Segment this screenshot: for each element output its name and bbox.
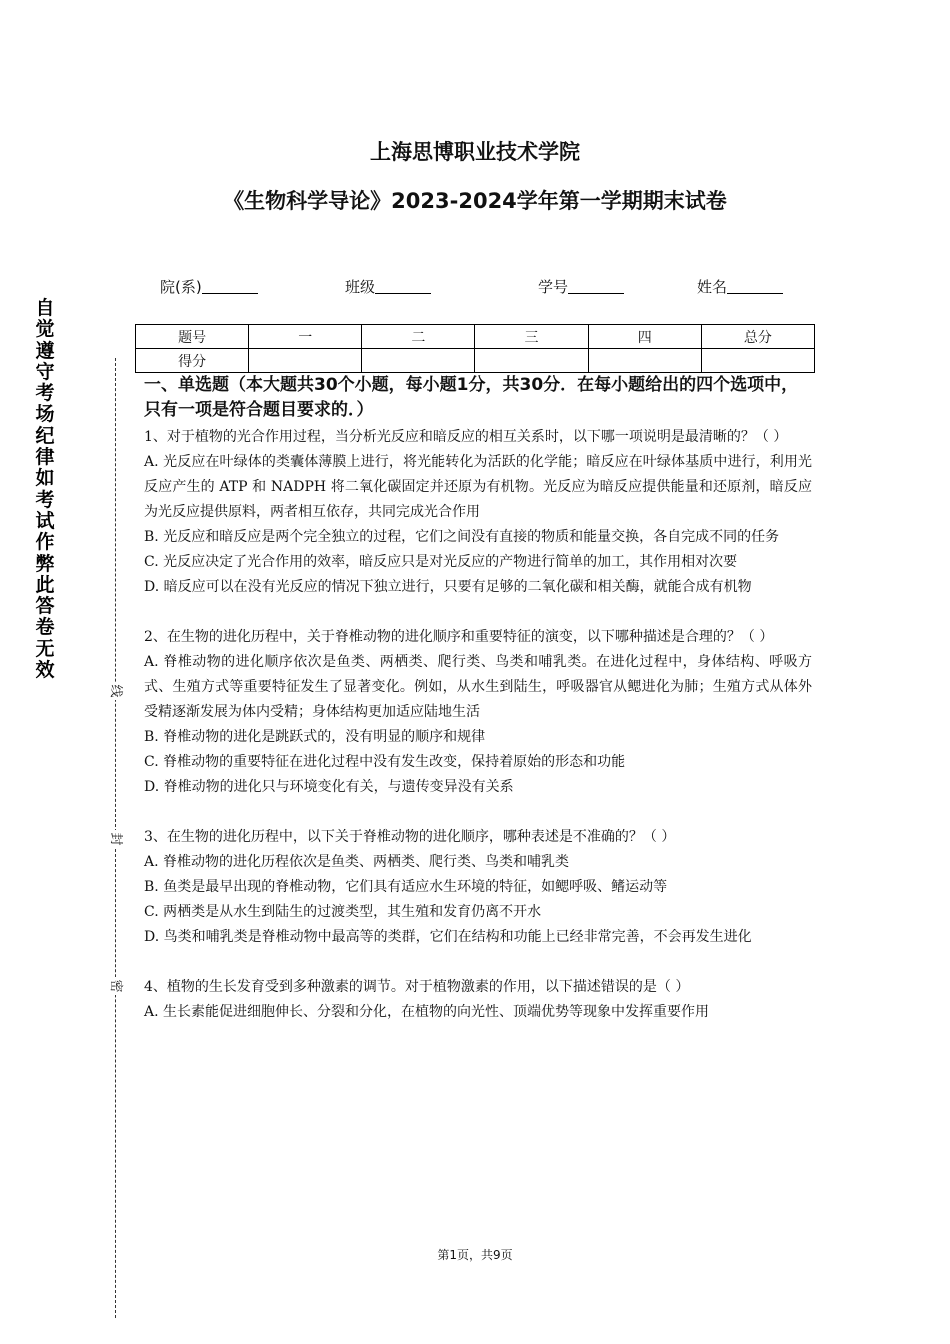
score-header-cell: 二: [362, 325, 475, 349]
student-id-label: 学号: [538, 278, 569, 296]
score-cell[interactable]: [588, 349, 701, 373]
department-field[interactable]: [160, 276, 258, 297]
student-id-blank[interactable]: [568, 277, 624, 294]
student-id-field[interactable]: [538, 276, 624, 297]
option-c: C. 光反应决定了光合作用的效率，暗反应只是对光反应的产物进行简单的加工，其作用相对次要: [144, 554, 738, 570]
student-info-row: [0, 276, 950, 300]
score-header-cell: 四: [588, 325, 701, 349]
department-label: 院(系): [160, 278, 202, 296]
option-c: C. 两栖类是从水生到陆生的过渡类型，其生殖和发育仍离不开水: [144, 904, 542, 920]
option-d: D. 脊椎动物的进化只与环境变化有关，与遗传变异没有关系: [144, 779, 514, 795]
score-cell[interactable]: [475, 349, 588, 373]
section-heading: 一、单选题（本大题共30个小题，每小题1分，共30分．在每小题给出的四个选项中，只有一项是符合题目要求的．）: [144, 375, 799, 420]
score-table-score-row: [136, 349, 815, 373]
question-2: [144, 625, 812, 800]
exam-title: 《生物科学导论》2023-2024学年第一学期期末试卷: [223, 189, 727, 213]
option-d: D. 鸟类和哺乳类是脊椎动物中最高等的类群，它们在结构和功能上已经非常完善，不会再发生进化: [144, 929, 752, 945]
exam-content: [144, 373, 812, 1050]
question-stem: 4、植物的生长发育受到多种激素的调节。对于植物激素的作用，以下描述错误的是（ ）: [144, 979, 690, 995]
binding-mark-secret: 密: [106, 977, 124, 995]
page-footer: 第1页，共9页: [437, 1248, 513, 1262]
binding-mark-line: 线: [106, 682, 124, 700]
option-b: B. 光反应和暗反应是两个完全独立的过程，它们之间没有直接的物质和能量交换，各自完成不同的任务: [144, 529, 780, 545]
question-4: [144, 975, 812, 1025]
name-label: 姓名: [697, 278, 728, 296]
score-table: [135, 324, 815, 373]
score-cell[interactable]: [362, 349, 475, 373]
score-cell[interactable]: [701, 349, 814, 373]
score-header-cell: 总分: [701, 325, 814, 349]
class-label: 班级: [345, 278, 376, 296]
question-1: [144, 425, 812, 600]
department-blank[interactable]: [202, 277, 258, 294]
question-stem: 2、在生物的进化历程中，关于脊椎动物的进化顺序和重要特征的演变，以下哪种描述是合理的？（ ）: [144, 629, 774, 645]
name-field[interactable]: [697, 276, 783, 297]
score-header-cell: 题号: [136, 325, 249, 349]
class-blank[interactable]: [375, 277, 431, 294]
question-stem: 1、对于植物的光合作用过程，当分析光反应和暗反应的相互关系时，以下哪一项说明是最清晰的？（ ）: [144, 429, 788, 445]
option-a: A. 光反应在叶绿体的类囊体薄膜上进行，将光能转化为活跃的化学能；暗反应在叶绿体基质中进行，利用光反应产生的 ATP 和 NADPH 将二氧化碳固定并还原为有机物。光反应为暗反应提供能量和还原剂，暗反应为光反应提供原料，两者相互依存，共同完成光合作用: [144, 454, 812, 520]
class-field[interactable]: [345, 276, 431, 297]
score-header-cell: 一: [249, 325, 362, 349]
option-d: D. 暗反应可以在没有光反应的情况下独立进行，只要有足够的二氧化碳和相关酶，就能合成有机物: [144, 579, 752, 595]
binding-mark-seal: 封: [106, 830, 124, 848]
option-c: C. 脊椎动物的重要特征在进化过程中没有发生改变，保持着原始的形态和功能: [144, 754, 626, 770]
option-a: A. 脊椎动物的进化历程依次是鱼类、两栖类、爬行类、鸟类和哺乳类: [144, 854, 570, 870]
school-title: 上海思博职业技术学院: [370, 140, 580, 164]
option-b: B. 脊椎动物的进化是跳跃式的，没有明显的顺序和规律: [144, 729, 486, 745]
option-a: A. 生长素能促进细胞伸长、分裂和分化，在植物的向光性、顶端优势等现象中发挥重要作用: [144, 1004, 710, 1020]
option-a: A. 脊椎动物的进化顺序依次是鱼类、两栖类、爬行类、鸟类和哺乳类。在进化过程中，身体结构、呼吸方式、生殖方式等重要特征发生了显著变化。例如，从水生到陆生，呼吸器官从鳃进化为肺；生殖方式从体外受精逐渐发展为体内受精；身体结构更加适应陆地生活: [144, 654, 812, 720]
score-table-header-row: [136, 325, 815, 349]
question-3: [144, 825, 812, 950]
score-header-cell: 三: [475, 325, 588, 349]
name-blank[interactable]: [727, 277, 783, 294]
question-stem: 3、在生物的进化历程中，以下关于脊椎动物的进化顺序，哪种表述是不准确的？（ ）: [144, 829, 676, 845]
score-cell[interactable]: [249, 349, 362, 373]
score-row-label: 得分: [136, 349, 249, 373]
side-warning-text: 自觉遵守考场纪律如考试作弊此答卷无效: [35, 297, 55, 682]
option-b: B. 鱼类是最早出现的脊椎动物，它们具有适应水生环境的特征，如鳃呼吸、鳍运动等: [144, 879, 668, 895]
